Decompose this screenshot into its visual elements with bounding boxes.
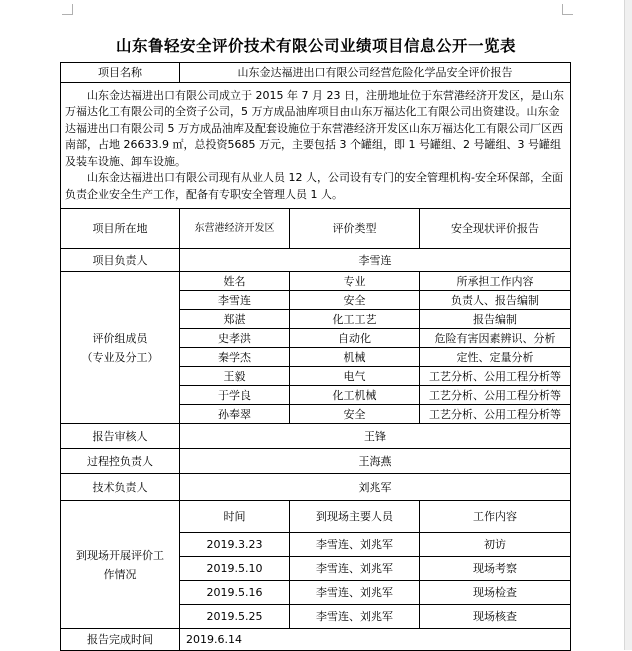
member-specialty: 自动化 <box>290 329 420 348</box>
margin-mark-left <box>62 4 73 15</box>
visit-date: 2019.3.23 <box>180 533 290 557</box>
member-duty: 报告编制 <box>420 310 571 329</box>
member-name: 于学良 <box>180 386 290 405</box>
member-name: 孙奉翠 <box>180 405 290 424</box>
window-edge <box>624 0 632 650</box>
site-visit-header-work: 工作内容 <box>420 501 571 533</box>
site-visit-label-line1: 到现场开展评价工 <box>76 548 164 562</box>
site-visit-label-line2: 作情况 <box>103 567 137 581</box>
location-value: 东营港经济开发区 <box>180 209 290 249</box>
member-specialty: 化工工艺 <box>290 310 420 329</box>
member-name: 史孝洪 <box>180 329 290 348</box>
completion-row <box>61 629 571 651</box>
member-name: 王毅 <box>180 367 290 386</box>
member-specialty: 电气 <box>290 367 420 386</box>
member-specialty: 安全 <box>290 291 420 310</box>
project-name-row <box>61 63 571 83</box>
member-specialty: 安全 <box>290 405 420 424</box>
member-duty: 定性、定量分析 <box>420 348 571 367</box>
tech-lead-value: 刘兆军 <box>180 474 571 501</box>
project-lead-value: 李雪连 <box>180 249 571 272</box>
reviewer-value: 王锋 <box>180 424 571 449</box>
member-duty: 工艺分析、公用工程分析等 <box>420 386 571 405</box>
site-visit-header-date: 时间 <box>180 501 290 533</box>
visit-work: 初访 <box>420 533 571 557</box>
site-visit-label <box>61 501 180 629</box>
team-header-specialty: 专业 <box>290 272 420 291</box>
project-lead-label: 项目负责人 <box>61 249 180 272</box>
description-paragraph-2: 山东金达福进出口有限公司现有从业人员 12 人，公司设有专门的安全管理机构-安全环保部，全面负责企业安全生产工作，配备有专职安全管理人员 1 人。 <box>65 171 563 201</box>
visit-date: 2019.5.16 <box>180 581 290 605</box>
site-visit-header-staff: 到现场主要人员 <box>290 501 420 533</box>
visit-staff: 李雪连、刘兆军 <box>290 557 420 581</box>
member-name: 郑湛 <box>180 310 290 329</box>
description-paragraph-1: 山东金达福进出口有限公司成立于 2015 年 7 月 23 日，注册地址位于东营港经济开发区，是山东万福达化工有限公司的全资子公司，5 万方成品油库项目由山东万福达化工有限公司出资建设。山东金达福进出口有限公司 5 万方成品油库及配套设施位于东营港经济开发区山东万福达化工有限公司厂区西南部，占地 26633.9 ㎡，总投资5685 万元，主要包括 3 个罐组，即 1 号罐组、2 号罐组、3 号罐组及装车设施、卸车设施。 <box>65 88 564 168</box>
project-name-value: 山东金达福进出口有限公司经营危险化学品安全评价报告 <box>180 63 571 83</box>
visit-staff: 李雪连、刘兆军 <box>290 533 420 557</box>
member-name: 秦学杰 <box>180 348 290 367</box>
member-specialty: 化工机械 <box>290 386 420 405</box>
visit-staff: 李雪连、刘兆军 <box>290 605 420 629</box>
team-header-name: 姓名 <box>180 272 290 291</box>
margin-mark-right <box>562 4 573 15</box>
tech-lead-label: 技术负责人 <box>61 474 180 501</box>
process-control-label: 过程控负责人 <box>61 449 180 474</box>
completion-label: 报告完成时间 <box>61 629 180 651</box>
member-specialty: 机械 <box>290 348 420 367</box>
location-row <box>61 209 571 249</box>
member-duty: 负责人、报告编制 <box>420 291 571 310</box>
team-label-line1: 评价组成员 <box>92 331 148 345</box>
location-label: 项目所在地 <box>61 209 180 249</box>
member-duty: 危险有害因素辨识、分析 <box>420 329 571 348</box>
completion-value: 2019.6.14 <box>180 629 571 651</box>
evaluation-type-label: 评价类型 <box>290 209 420 249</box>
team-header-row <box>61 272 571 291</box>
info-table <box>60 62 571 651</box>
project-description <box>61 83 571 209</box>
team-label <box>61 272 180 424</box>
project-lead-row <box>61 249 571 272</box>
tech-lead-row <box>61 474 571 501</box>
visit-work: 现场考察 <box>420 557 571 581</box>
team-label-line2: （专业及分工） <box>81 350 159 364</box>
member-duty: 工艺分析、公用工程分析等 <box>420 405 571 424</box>
visit-staff: 李雪连、刘兆军 <box>290 581 420 605</box>
project-name-label: 项目名称 <box>61 63 180 83</box>
process-control-row <box>61 449 571 474</box>
description-row <box>61 83 571 209</box>
visit-date: 2019.5.10 <box>180 557 290 581</box>
visit-work: 现场核查 <box>420 605 571 629</box>
site-visit-header-row <box>61 501 571 533</box>
team-header-duty: 所承担工作内容 <box>420 272 571 291</box>
reviewer-label: 报告审核人 <box>61 424 180 449</box>
member-duty: 工艺分析、公用工程分析等 <box>420 367 571 386</box>
reviewer-row <box>61 424 571 449</box>
process-control-value: 王海燕 <box>180 449 571 474</box>
member-name: 李雪连 <box>180 291 290 310</box>
evaluation-type-value: 安全现状评价报告 <box>420 209 571 249</box>
visit-work: 现场检查 <box>420 581 571 605</box>
visit-date: 2019.5.25 <box>180 605 290 629</box>
page-title: 山东鲁轻安全评价技术有限公司业绩项目信息公开一览表 <box>115 37 516 55</box>
